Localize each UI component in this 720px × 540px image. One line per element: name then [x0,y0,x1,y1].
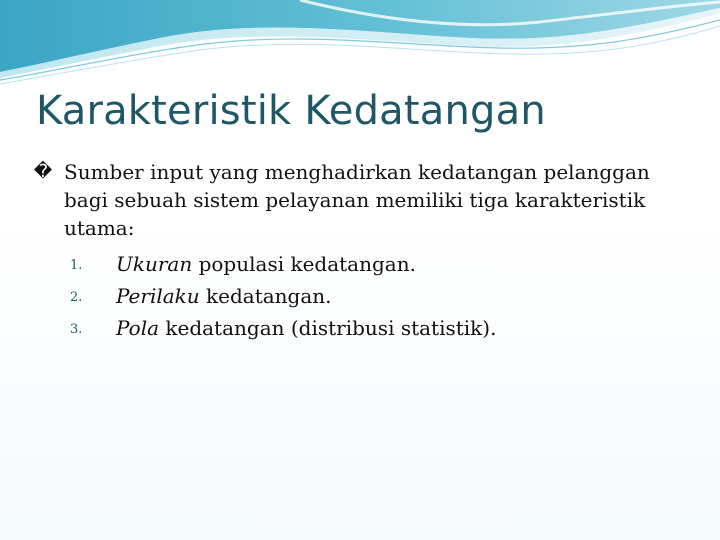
paragraph-text: Sumber input yang menghadirkan kedatangan pelanggan bagi sebuah sistem pelayanan memiliki tiga karakteristik utama: [64,160,650,240]
list-item-number: 2. [70,290,83,305]
list-item [70,280,692,312]
list-item [70,312,692,344]
list-item-term: Pola [116,316,160,340]
header-wave-decoration [0,0,720,90]
list-item-text: kedatangan (distribusi statistik). [159,316,497,340]
list-item-term: Perilaku [116,284,200,308]
numbered-list [32,248,692,344]
list-item-number: 3. [70,322,83,337]
slide-body [32,158,692,344]
list-item-text: populasi kedatangan. [192,252,416,276]
list-item-number: 1. [70,258,83,273]
list-item-text: kedatangan. [199,284,332,308]
slide-title: Karakteristik Kedatangan [36,88,546,134]
list-item-term: Ukuran [116,252,193,276]
missing-glyph-bullet-icon: � [33,161,53,182]
main-paragraph [32,158,692,242]
list-item [70,248,692,280]
